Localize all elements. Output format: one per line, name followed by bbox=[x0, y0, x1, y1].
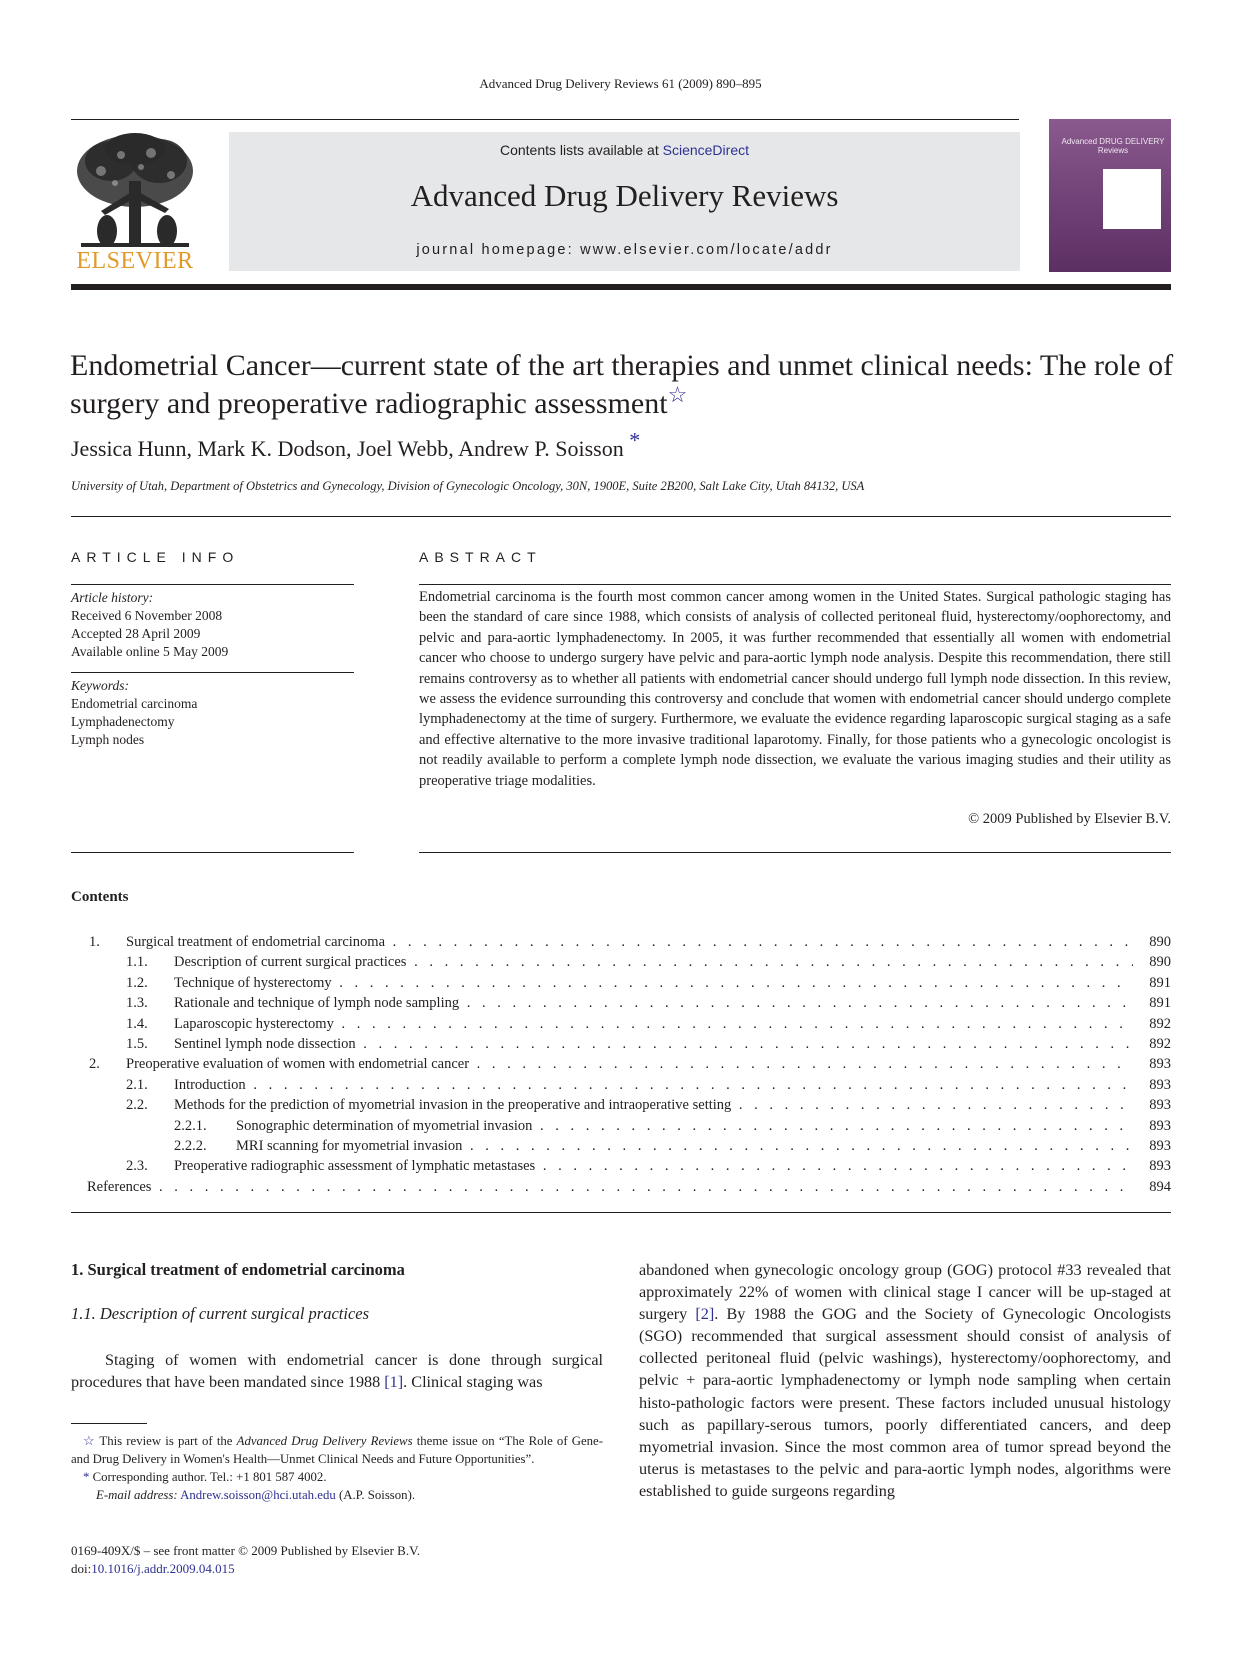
toc-entry-title[interactable]: Sonographic determination of myometrial invasion . . . bbox=[236, 1116, 1133, 1136]
keywords-label: Keywords: bbox=[71, 678, 129, 693]
para-text: Staging of women with endometrial cancer is done through surgical procedures that have been mandated since 1988 bbox=[71, 1351, 603, 1392]
toc-entry-title[interactable]: Technique of hysterectomy . . . bbox=[174, 973, 1133, 993]
toc-entry-page: 891 bbox=[1149, 974, 1171, 991]
abstract-bottom-rule bbox=[419, 852, 1171, 853]
cover-white-panel bbox=[1103, 169, 1161, 229]
abstract-copyright: © 2009 Published by Elsevier B.V. bbox=[968, 811, 1171, 827]
author-list bbox=[71, 427, 641, 462]
history-accepted: Accepted 28 April 2009 bbox=[71, 626, 201, 641]
toc-entry-page: 892 bbox=[1149, 1015, 1171, 1032]
toc-entry-title[interactable]: References . . . bbox=[87, 1177, 1133, 1197]
abstract-top-rule bbox=[419, 584, 1171, 585]
contents-bottom-rule bbox=[71, 1212, 1171, 1213]
toc-entry-page: 893 bbox=[1149, 1137, 1171, 1154]
corresponding-author-mark[interactable]: * bbox=[629, 427, 641, 453]
section-1-1-heading: 1.1. Description of current surgical practices bbox=[71, 1304, 370, 1323]
running-head: Advanced Drug Delivery Reviews 61 (2009) 890–895 bbox=[479, 76, 762, 91]
toc-entry-number: 1.2. bbox=[126, 974, 148, 991]
sciencedirect-link[interactable]: ScienceDirect bbox=[662, 142, 749, 158]
toc-entry[interactable] bbox=[71, 1075, 1171, 1095]
toc-entry[interactable] bbox=[71, 1156, 1171, 1176]
toc-entry[interactable] bbox=[71, 952, 1171, 972]
article-info-panel bbox=[71, 584, 354, 749]
toc-entry-number: 1.3. bbox=[126, 995, 148, 1012]
toc-entry-page: 893 bbox=[1149, 1076, 1171, 1093]
journal-masthead bbox=[229, 132, 1020, 271]
citation-link[interactable]: [2] bbox=[695, 1305, 715, 1324]
body-paragraph-left bbox=[71, 1349, 603, 1393]
toc-entry[interactable] bbox=[71, 1095, 1171, 1115]
top-rule bbox=[71, 119, 1019, 120]
footnote-star-icon: ☆ bbox=[83, 1434, 96, 1448]
history-received: Received 6 November 2008 bbox=[71, 608, 223, 623]
article-title-text: Endometrial Cancer—current state of the art therapies and unmet clinical needs: The role of surgery and preoperative radiographic assessment bbox=[70, 349, 1174, 420]
issn-block bbox=[71, 1542, 420, 1578]
article-info-heading: ARTICLE INFO bbox=[71, 549, 240, 565]
footnote-asterisk-icon: * bbox=[83, 1470, 90, 1484]
keywords-block bbox=[71, 673, 354, 749]
elsevier-wordmark: ELSEVIER bbox=[76, 248, 194, 274]
para-text: . Clinical staging was bbox=[403, 1373, 543, 1392]
toc-entry-title[interactable]: Preoperative radiographic assessment of lymphatic metastases . . . bbox=[174, 1156, 1133, 1176]
toc-entry-page: 891 bbox=[1149, 995, 1171, 1012]
footnote-corresponding bbox=[71, 1468, 603, 1486]
section-1-heading: 1. Surgical treatment of endometrial carcinoma bbox=[71, 1260, 405, 1279]
history-label: Article history: bbox=[71, 590, 154, 605]
email-suffix: (A.P. Soisson). bbox=[335, 1488, 416, 1502]
toc-entry[interactable] bbox=[71, 932, 1171, 952]
toc-entry-page: 893 bbox=[1149, 1056, 1171, 1073]
toc-entry[interactable] bbox=[71, 1136, 1171, 1156]
toc-entry-title[interactable]: Description of current surgical practices . . . bbox=[174, 952, 1133, 972]
toc-entry-number: 1.4. bbox=[126, 1015, 148, 1032]
toc-entry[interactable] bbox=[71, 1177, 1171, 1197]
article-info-bottom-rule bbox=[71, 852, 354, 853]
toc-entry-title[interactable]: MRI scanning for myometrial invasion . . . bbox=[236, 1136, 1133, 1156]
toc-entry-number: 2. bbox=[89, 1056, 100, 1073]
footnotes bbox=[71, 1432, 603, 1504]
toc-entry-number: 2.2. bbox=[126, 1097, 148, 1114]
toc-entry-title[interactable]: Rationale and technique of lymph node sampling . . . bbox=[174, 993, 1133, 1013]
authors-text: Jessica Hunn, Mark K. Dodson, Joel Webb, Andrew P. Soisson bbox=[71, 436, 624, 461]
toc-entry-number: 1. bbox=[89, 934, 100, 950]
affiliation: University of Utah, Department of Obstetrics and Gynecology, Division of Gynecologic Oncology, 30N, 1900E, Suite 2B200, Salt Lake City, Utah 84132, USA bbox=[71, 479, 865, 493]
journal-cover-image bbox=[1049, 119, 1171, 272]
title-footnote-star[interactable]: ☆ bbox=[667, 382, 688, 407]
toc-entry-number: 2.1. bbox=[126, 1076, 148, 1093]
doi-link[interactable]: 10.1016/j.addr.2009.04.015 bbox=[91, 1561, 235, 1576]
email-link[interactable]: Andrew.soisson@hci.utah.edu bbox=[180, 1488, 336, 1502]
toc-entry[interactable] bbox=[71, 973, 1171, 993]
doi-line bbox=[71, 1560, 420, 1578]
keyword-item: Lymph nodes bbox=[71, 732, 145, 747]
toc-entry-page: 892 bbox=[1149, 1035, 1171, 1052]
toc-entry-number: 1.5. bbox=[126, 1035, 148, 1052]
toc-entry-title[interactable]: Preoperative evaluation of women with endometrial cancer . . . bbox=[126, 1054, 1133, 1074]
toc-entry-page: 893 bbox=[1149, 1117, 1171, 1134]
journal-title: Advanced Drug Delivery Reviews bbox=[410, 178, 839, 213]
toc-entry-title[interactable]: Methods for the prediction of myometrial invasion in the preoperative and intraoperative setting . . . bbox=[174, 1095, 1133, 1115]
footnote-email bbox=[71, 1486, 603, 1504]
toc-entry-page: 894 bbox=[1149, 1178, 1171, 1195]
header-thick-rule bbox=[71, 284, 1171, 290]
journal-homepage[interactable]: journal homepage: www.elsevier.com/locate/addr bbox=[416, 242, 833, 258]
keyword-item: Endometrial carcinoma bbox=[71, 696, 198, 711]
toc-entry-title[interactable]: Sentinel lymph node dissection . . . bbox=[174, 1034, 1133, 1054]
contents-heading: Contents bbox=[71, 889, 129, 905]
toc-entry-title[interactable]: Surgical treatment of endometrial carcinoma . . . bbox=[126, 932, 1133, 952]
toc-entry-page: 893 bbox=[1149, 1158, 1171, 1175]
toc-entry-page: 893 bbox=[1149, 1097, 1171, 1114]
toc-entry-page: 890 bbox=[1149, 954, 1171, 971]
toc-entry[interactable] bbox=[71, 1054, 1171, 1074]
keyword-item: Lymphadenectomy bbox=[71, 714, 175, 729]
toc-entry-number: 1.1. bbox=[126, 954, 148, 971]
issn-line: 0169-409X/$ – see front matter © 2009 Published by Elsevier B.V. bbox=[71, 1543, 421, 1558]
cover-title: Advanced DRUG DELIVERY Reviews bbox=[1061, 137, 1165, 155]
toc-entry[interactable] bbox=[71, 1014, 1171, 1034]
footnote-theme-issue bbox=[71, 1432, 603, 1468]
toc-entry-title[interactable]: Laparoscopic hysterectomy . . . bbox=[174, 1014, 1133, 1034]
toc-entry-page: 890 bbox=[1149, 934, 1171, 950]
citation-link[interactable]: [1] bbox=[384, 1373, 404, 1392]
email-label: E-mail address: bbox=[96, 1488, 178, 1502]
toc-entry[interactable] bbox=[71, 1116, 1171, 1136]
body-paragraph-right bbox=[639, 1259, 1171, 1502]
fn-text: Corresponding author. Tel.: +1 801 587 4002. bbox=[92, 1470, 327, 1484]
toc-entry-number: 2.2.1. bbox=[174, 1117, 207, 1134]
fn-text: theme issue on “The Role of Gene- and Drug Delivery in Women's Health—Unmet Clinical Needs and Future Opportunities”. bbox=[71, 1434, 604, 1466]
doi-label: doi: bbox=[71, 1561, 92, 1576]
toc-entry-number: 2.3. bbox=[126, 1158, 148, 1175]
toc-entry[interactable] bbox=[71, 993, 1171, 1013]
table-of-contents bbox=[71, 932, 1171, 1197]
info-top-rule bbox=[71, 516, 1171, 517]
para-text: abandoned when gynecologic oncology group (GOG) protocol #33 revealed that approximately 22% of women with clinical stage I cancer will be up-staged at surgery bbox=[639, 1261, 1171, 1324]
history-online: Available online 5 May 2009 bbox=[71, 644, 229, 659]
footnote-rule bbox=[71, 1423, 147, 1424]
toc-entry-title[interactable]: Introduction . . . bbox=[174, 1075, 1133, 1095]
article-history bbox=[71, 585, 354, 661]
fn-journal: Advanced Drug Delivery Reviews bbox=[236, 1434, 413, 1448]
abstract-text: Endometrial carcinoma is the fourth most common cancer among women in the United States. Surgical pathologic staging has been the standard of care since 1988, which consists of analysis of collected peritoneal fluid, hysterectomy/oophorectomy, and pelvic and para-aortic lymphadenectomy. In 2005, it was further recommended that essentially all women with endometrial cancer who choose to undergo surgery have pelvic and para-aortic lymph node analysis. Despite this recommendation, there still remains controversy as to whether all patients with endometrial cancer should undergo full lymph node dissection. In this review, we assess the evidence surrounding this controversy and conclude that women with endometrial cancer should undergo complete lymphadenectomy at the time of surgery. Furthermore, we evaluate the evidence regarding laparoscopic surgical staging as a safe and effective alternative to the more invasive traditional laparotomy. Finally, for those patients who a gynecologic oncologist is not readily available to perform a complete lymph node dissection, we evaluate the various imaging studies and their utility as preoperative triage modalities. bbox=[419, 589, 1171, 789]
para-text: . By 1988 the GOG and the Society of Gynecologic Oncologists (SGO) recommended that surgical assessment should consist of analysis of collected peritoneal fluid (pelvic washings), hysterectomy/oophorectomy, and pelvic + para-aortic lymphadenectomy or lymph node sampling when certain histo-pathologic factors were present. These factors included unusual histology such as papillary-serous tumors, poorly differentiated cancers, and deep myometrial invasion. Since the most common area of tumor spread beyond the uterus is metastases to the pelvic and para-aortic lymph nodes, algorithms were established to guide surgeons regarding bbox=[639, 1305, 1171, 1500]
fn-text: This review is part of the bbox=[99, 1434, 237, 1448]
contents-available-line bbox=[229, 142, 1020, 158]
abstract-heading: ABSTRACT bbox=[419, 549, 542, 565]
contents-prefix: Contents lists available at bbox=[499, 142, 663, 158]
article-title bbox=[70, 347, 1180, 423]
toc-entry[interactable] bbox=[71, 1034, 1171, 1054]
toc-entry-number: 2.2.2. bbox=[174, 1137, 207, 1154]
